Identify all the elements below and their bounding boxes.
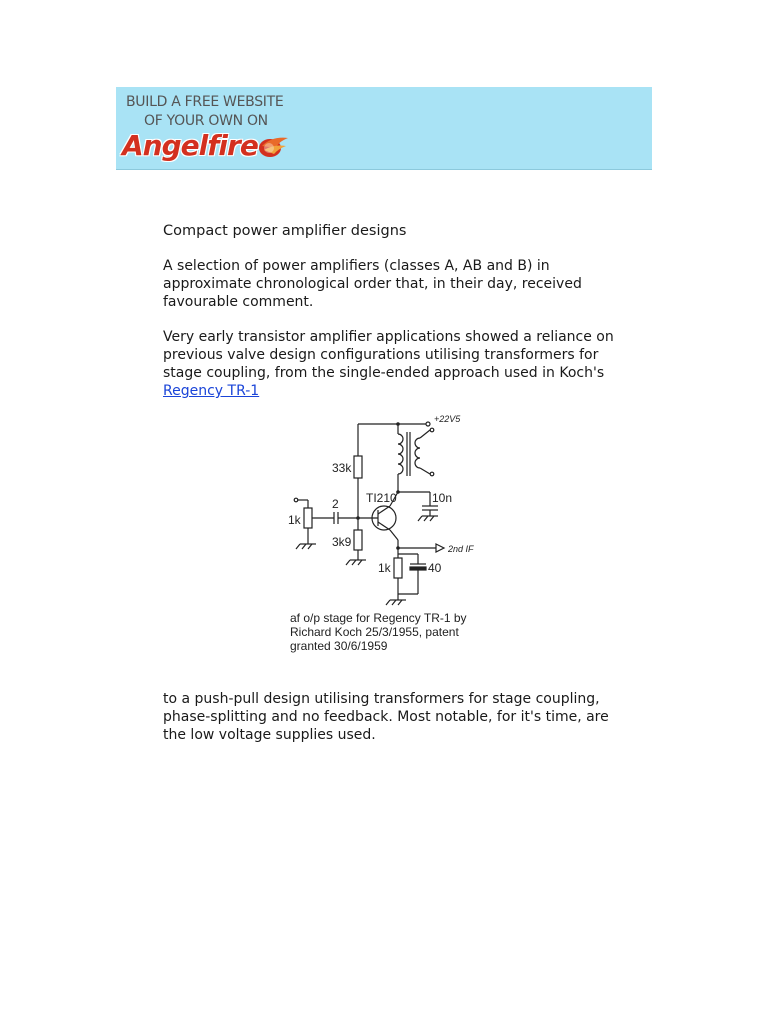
flame-icon	[256, 134, 290, 160]
pot-label: 1k	[288, 513, 301, 527]
transistor-label: TI210	[366, 491, 397, 505]
r-base-label: 3k9	[332, 535, 352, 549]
angelfire-banner[interactable]	[116, 87, 652, 170]
banner-line-1: BUILD A FREE WEBSITE	[126, 94, 284, 110]
caption-line-2: Richard Koch 25/3/1955, patent	[290, 625, 459, 639]
caption-line-1: af o/p stage for Regency TR-1 by	[290, 611, 467, 625]
cap-10n-label: 10n	[432, 491, 453, 505]
banner-line-2: OF YOUR OWN ON	[144, 113, 268, 129]
push-pull-paragraph: to a push-pull design utilising transformers for stage coupling, phase-splitting and no feedback. Most notable, for it's time, are the low voltage supplies used.	[163, 691, 609, 743]
regency-tr1-link[interactable]: Regency TR-1	[163, 383, 260, 399]
r-collector-label: 33k	[332, 461, 352, 475]
output-label: 2nd IF	[448, 544, 474, 554]
page-title: Compact power amplifier designs	[163, 223, 407, 239]
paragraph-text: Very early transistor amplifier applications showed a reliance on previous valve design configurations utilising transformers for stage coupling, from the single-ended approach used in Koch's	[163, 329, 614, 381]
cap-2-label: 2	[332, 497, 339, 511]
regency-tr1-schematic	[286, 408, 490, 660]
cap-40-label: 40	[428, 561, 442, 575]
intro-paragraph: A selection of power amplifiers (classes A, AB and B) in approximate chronological order that, in their day, received favourable comment.	[163, 258, 582, 310]
transformer-paragraph	[163, 328, 623, 400]
caption-line-3: granted 30/6/1959	[290, 639, 388, 653]
angelfire-logo-text: Angelfire	[122, 129, 258, 162]
supply-label: +22V5	[434, 414, 461, 424]
circuit-diagram	[286, 408, 490, 660]
r-emitter-label: 1k	[378, 561, 391, 575]
